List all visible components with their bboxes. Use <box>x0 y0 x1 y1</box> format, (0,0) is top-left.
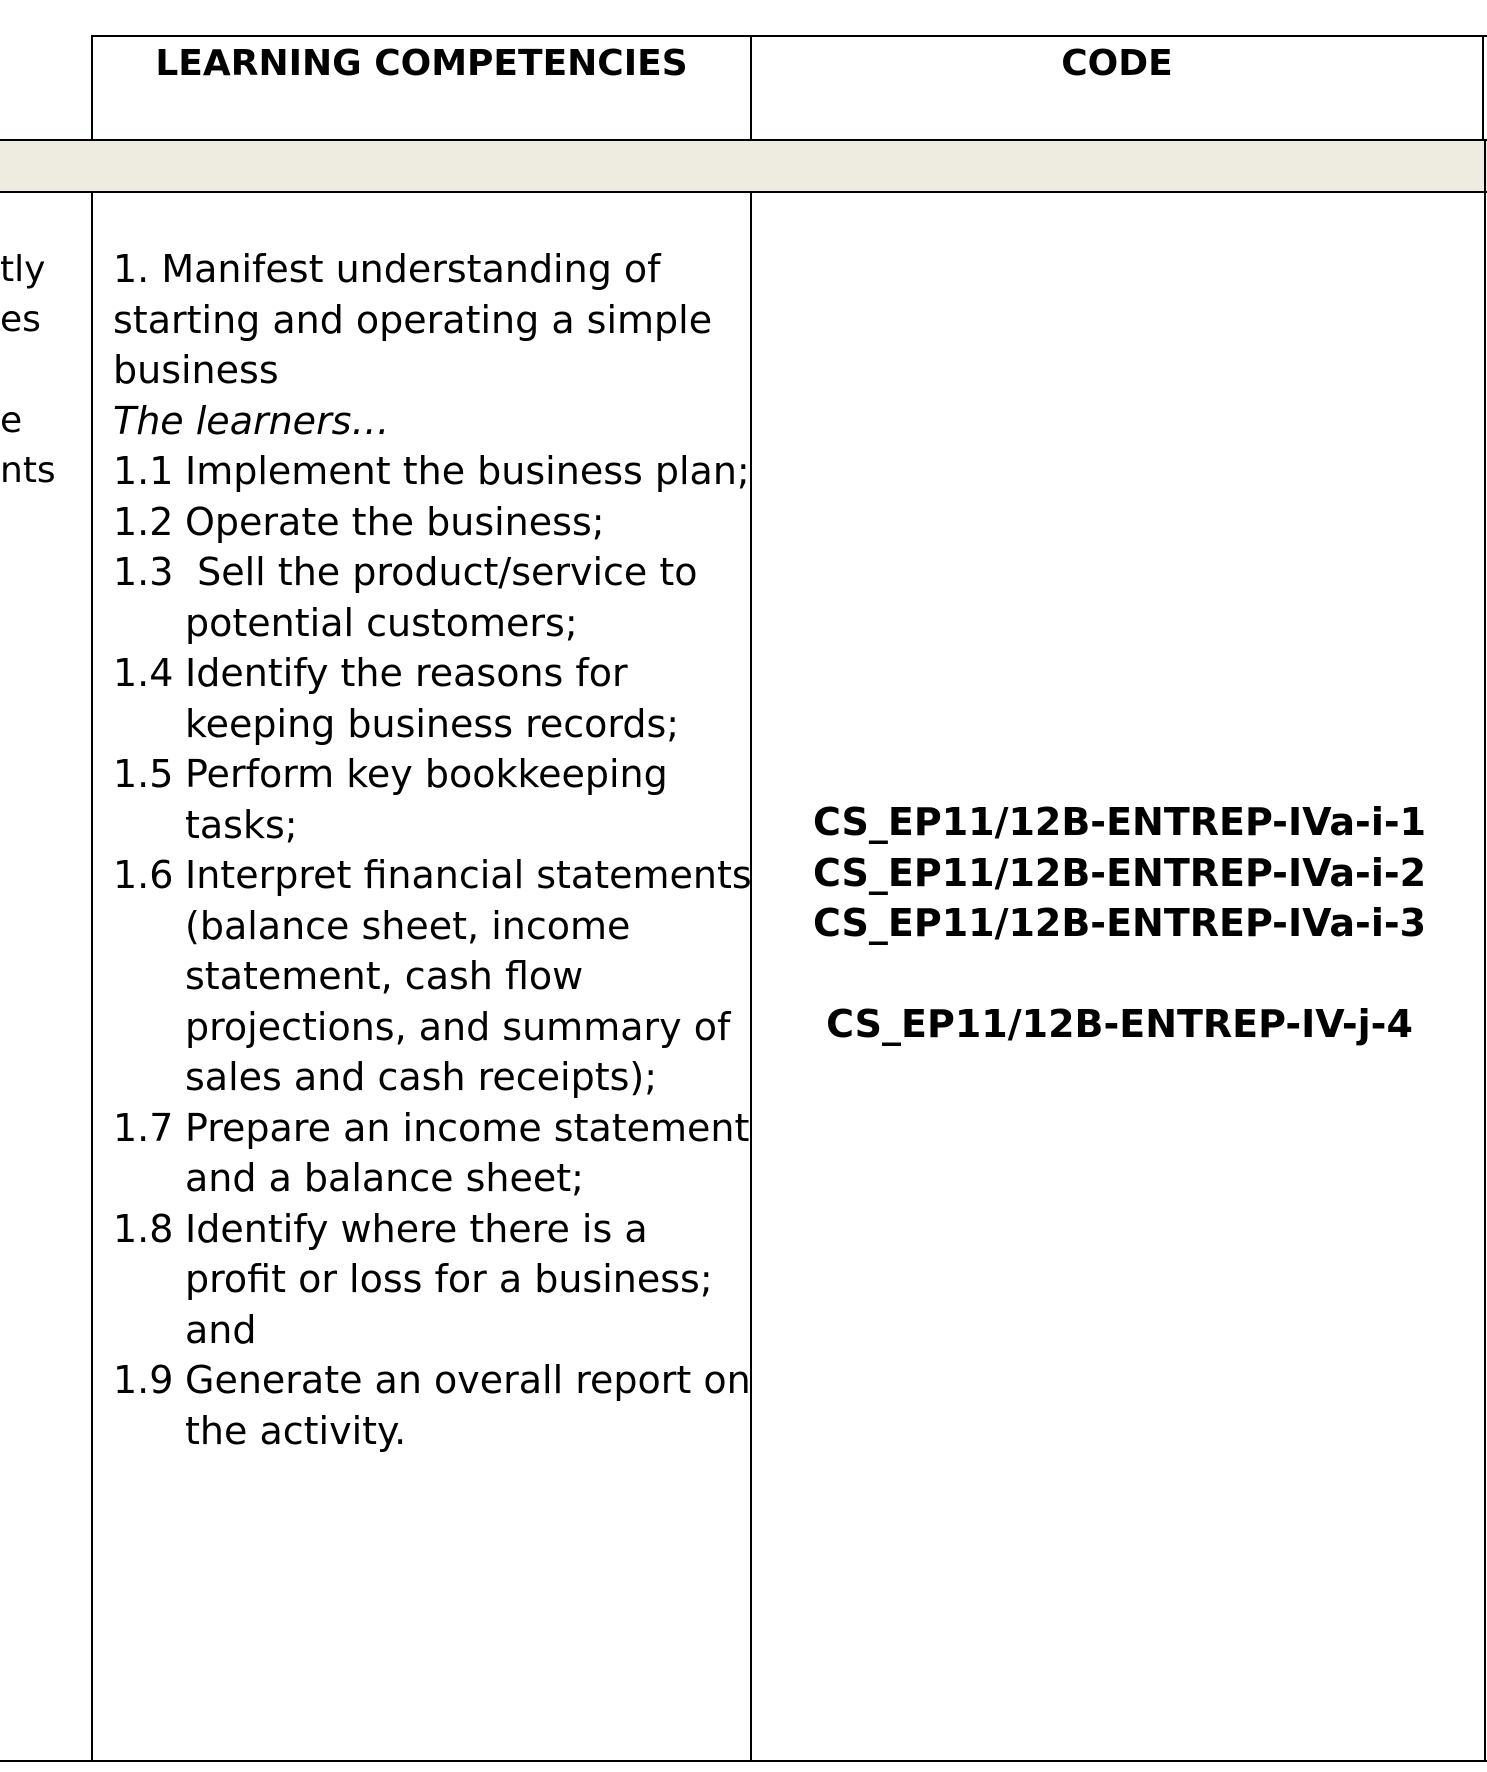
list-item <box>113 648 753 749</box>
item-text: Prepare an income statement and a balance sheet; <box>185 1105 750 1200</box>
left-column-fragment: tly <box>0 249 46 290</box>
table-bottom-border <box>0 1760 1487 1762</box>
item-number: 1.5 <box>113 752 174 796</box>
competency-code: CS_EP11/12B-ENTREP-IVa-i-1 <box>812 800 1427 844</box>
table-right-border <box>1482 35 1484 141</box>
item-number: 1.6 <box>113 853 174 897</box>
competency-title: 1. Manifest understanding of starting and operating a simple business <box>113 247 713 392</box>
code-cell <box>752 797 1487 1050</box>
left-column-fragment: es <box>0 299 41 340</box>
left-column-fragment: nts <box>0 450 56 491</box>
list-item <box>113 1103 753 1204</box>
left-column-fragment: e <box>0 400 23 441</box>
item-number: 1.9 <box>113 1358 174 1402</box>
band-right-border <box>1484 139 1486 193</box>
item-number: 1.8 <box>113 1206 174 1251</box>
code-spacer <box>752 949 1487 1000</box>
item-number: 1.1 <box>113 449 174 493</box>
item-text: Interpret financial statements (balance sheet, income statement, cash flow projections, and summary of sales and cash receipts); <box>185 853 752 1099</box>
competency-subtitle: The learners… <box>113 398 390 443</box>
column-divider-left-body <box>91 191 93 1762</box>
competency-code: CS_EP11/12B-ENTREP-IVa-i-2 <box>812 850 1427 895</box>
list-item <box>113 497 753 548</box>
list-item <box>113 547 753 648</box>
item-number: 1.4 <box>113 651 174 695</box>
competencies-cell <box>113 244 753 1456</box>
header-bottom-border <box>0 139 1487 141</box>
list-item <box>113 749 753 850</box>
band-bottom-border <box>0 191 1487 193</box>
item-text: Implement the business plan; <box>185 449 750 493</box>
item-text: Operate the business; <box>185 499 605 544</box>
item-text: Generate an overall report on the activity. <box>185 1358 751 1453</box>
item-text: Sell the product/service to potential customers; <box>185 550 710 645</box>
header-learning-competencies: LEARNING COMPETENCIES <box>155 43 688 84</box>
item-number: 1.2 <box>113 499 174 544</box>
section-band-row <box>0 141 1487 191</box>
item-number: 1.3 <box>113 550 174 594</box>
list-item <box>113 1355 753 1456</box>
list-item <box>113 1204 753 1356</box>
competency-code: CS_EP11/12B-ENTREP-IVa-i-3 <box>812 901 1427 945</box>
list-item <box>113 850 753 1103</box>
item-number: 1.7 <box>113 1105 174 1150</box>
list-item <box>113 446 753 497</box>
item-text: Identify where there is a profit or loss for a business; and <box>185 1206 713 1352</box>
item-text: Perform key bookkeeping tasks; <box>185 752 668 847</box>
item-text: Identify the reasons for keeping business records; <box>185 651 680 746</box>
header-code: CODE <box>1061 43 1173 84</box>
competency-code: CS_EP11/12B-ENTREP-IV-j-4 <box>826 1002 1413 1046</box>
